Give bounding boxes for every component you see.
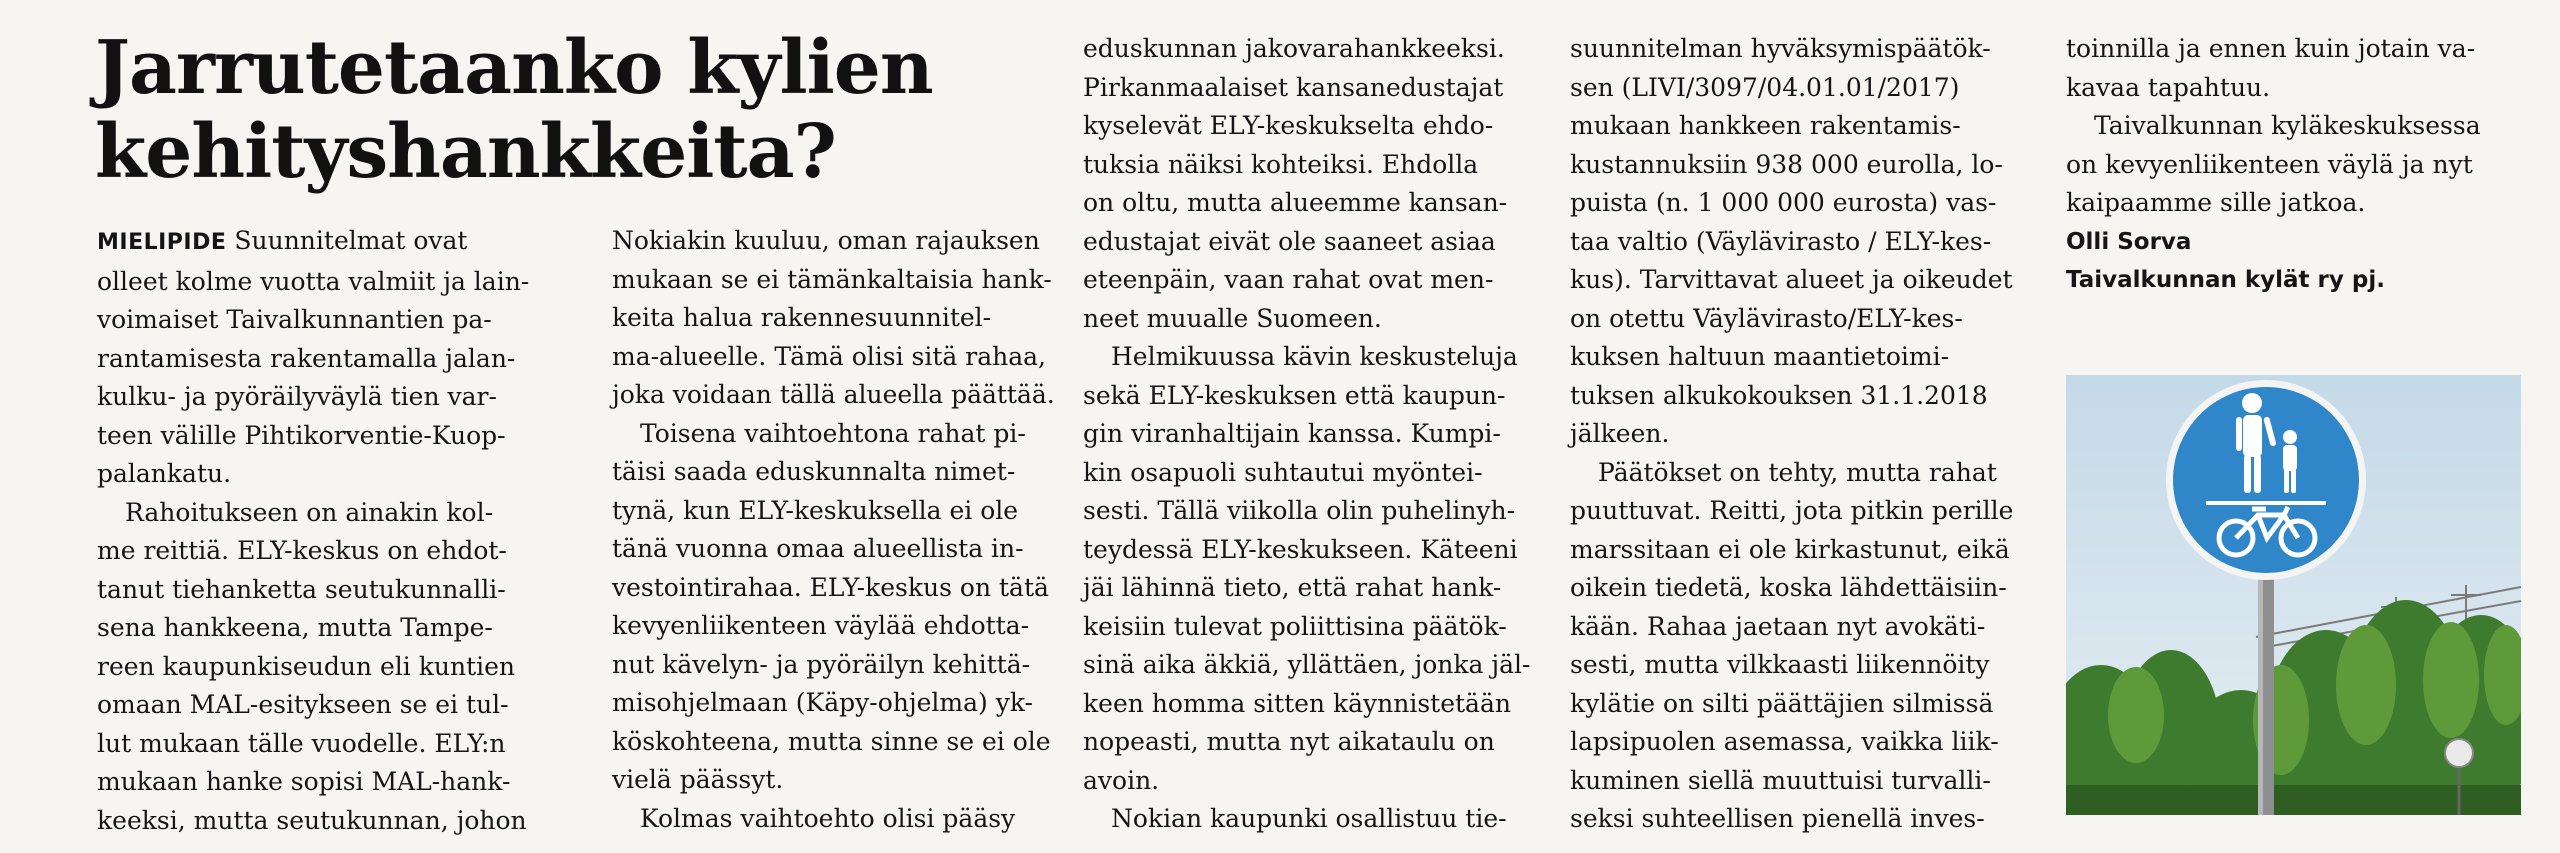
text-line: Nokian kaupunki osallistuu tie- bbox=[1111, 804, 1507, 833]
text-line: nut kävelyn- ja pyöräilyn kehittä- bbox=[612, 649, 1031, 679]
text-line: keita halua rakennesuunnitel- bbox=[612, 303, 992, 332]
text-line: puuttuvat. Reitti, jota pitkin perille bbox=[1570, 496, 2014, 525]
text-line: köskohteena, mutta sinne se ei ole bbox=[612, 726, 1051, 756]
text-line: lapsipuolen asemassa, vaikka liik- bbox=[1570, 727, 1999, 756]
text-line: Kolmas vaihtoehto olisi pääsy bbox=[640, 803, 1016, 833]
text-line: marssitaan ei ole kirkastunut, eikä bbox=[1570, 534, 2010, 564]
text-line: sekä ELY-keskuksen että kaupun- bbox=[1083, 380, 1506, 410]
text-line: tuksen alkukokouksen 31.1.2018 bbox=[1570, 380, 1988, 410]
text-line: sinä aika äkkiä, yllättäen, jonka jäl- bbox=[1083, 650, 1531, 679]
text-line: tuksia näiksi kohteiksi. Ehdolla bbox=[1083, 149, 1479, 179]
text-column-3 bbox=[1083, 30, 1531, 839]
text-line: taa valtio (Väylävirasto / ELY-kes- bbox=[1570, 226, 1992, 256]
text-line: avoin. bbox=[1083, 765, 1160, 795]
headline-line-2: kehityshankkeita? bbox=[95, 109, 836, 195]
text-line: palankatu. bbox=[97, 459, 232, 488]
text-line: kevyenliikenteen väylää ehdotta- bbox=[612, 611, 1030, 640]
text-line: kin osapuoli suhtautui myöntei- bbox=[1083, 457, 1483, 487]
text-line: keen homma sitten käynnistetään bbox=[1083, 688, 1511, 718]
text-line: on oltu, mutta alueemme kansan- bbox=[1083, 188, 1508, 217]
text-line: mukaan se ei tämänkaltaisia hank- bbox=[612, 264, 1052, 294]
text-line: MIELIPIDE Suunnitelmat ovat bbox=[97, 226, 468, 255]
text-line: täisi saada eduskunnalta nimet- bbox=[612, 457, 1016, 486]
kicker: MIELIPIDE bbox=[97, 230, 227, 255]
text-line: puista (n. 1 000 000 eurosta) vas- bbox=[1570, 188, 1997, 217]
text-line: reen kaupunkiseudun eli kuntien bbox=[97, 651, 515, 681]
text-line: me reittiä. ELY-keskus on ehdot- bbox=[97, 536, 507, 565]
text-line: vielä päässyt. bbox=[612, 765, 784, 794]
text-line: eduskunnan jakovarahankkeeksi. bbox=[1083, 34, 1505, 63]
text-line: suunnitelman hyväksymispäätök- bbox=[1570, 34, 1991, 63]
sign-photo bbox=[2066, 375, 2521, 815]
text-line: Päätökset on tehty, mutta rahat bbox=[1598, 457, 1997, 487]
text-line: teydessä ELY-keskukseen. Käteeni bbox=[1083, 534, 1518, 564]
text-line: oikein tiedetä, koska lähdettäisiin- bbox=[1570, 573, 2007, 602]
text-line: on kevyenliikenteen väylä ja nyt bbox=[2066, 149, 2473, 179]
text-line: Helmikuussa kävin keskusteluja bbox=[1111, 342, 1518, 371]
text-line: sena hankkeena, mutta Tampe- bbox=[97, 613, 493, 642]
text-column-4 bbox=[1570, 30, 2013, 839]
text-line: tanut tiehanketta seutukunnalli- bbox=[97, 574, 506, 604]
text-column-5 bbox=[2066, 30, 2481, 300]
text-line: Toisena vaihtoehtona rahat pi- bbox=[640, 418, 1026, 448]
text-line: kavaa tapahtuu. bbox=[2066, 72, 2271, 102]
text-line: Nokiakin kuuluu, oman rajauksen bbox=[612, 226, 1040, 255]
text-line: sesti, mutta vilkkaasti liikennöity bbox=[1570, 650, 1990, 679]
headline-line-1: Jarrutetaanko kylien bbox=[95, 25, 933, 111]
text-line: kustannuksiin 938 000 eurolla, lo- bbox=[1570, 149, 2003, 179]
text-line: mukaan hankkeen rakentamis- bbox=[1570, 111, 1961, 140]
text-line: toinnilla ja ennen kuin jotain va- bbox=[2066, 34, 2476, 63]
text-line: joka voidaan tällä alueella päättää. bbox=[612, 380, 1055, 409]
text-line: Pirkanmaalaiset kansanedustajat bbox=[1083, 72, 1504, 102]
text-line: neet muualle Suomeen. bbox=[1083, 303, 1382, 333]
text-line: Rahoitukseen on ainakin kol- bbox=[125, 497, 494, 527]
text-line: on otettu Väylävirasto/ELY-kes- bbox=[1570, 303, 1963, 333]
signature-name: Olli Sorva bbox=[2066, 228, 2192, 255]
pedestrian-bicycle-sign-icon bbox=[2066, 375, 2521, 815]
text-line: edustajat eivät ole saaneet asiaa bbox=[1083, 226, 1496, 256]
text-line: kus). Tarvittavat alueet ja oikeudet bbox=[1570, 265, 2013, 294]
text-line: rantamisesta rakentamalla jalan- bbox=[97, 343, 516, 373]
text-line: tänä vuonna omaa alueellista in- bbox=[612, 534, 1024, 563]
text-line: eteenpäin, vaan rahat ovat men- bbox=[1083, 265, 1494, 294]
text-line: sesti. Tällä viikolla olin puhelinyh- bbox=[1083, 496, 1516, 525]
text-line: nopeasti, mutta nyt aikataulu on bbox=[1083, 727, 1495, 756]
text-line: kyselevät ELY-keskukselta ehdo- bbox=[1083, 111, 1494, 140]
text-column-1 bbox=[97, 222, 529, 840]
text-line: kään. Rahaa jaetaan nyt avokäti- bbox=[1570, 611, 1986, 641]
text-line: omaan MAL-esitykseen se ei tul- bbox=[97, 690, 509, 719]
text-line: keeksi, mutta seutukunnan, johon bbox=[97, 805, 527, 835]
text-line: misohjelmaan (Käpy-ohjelma) yk- bbox=[612, 688, 1033, 717]
text-line: olleet kolme vuotta valmiit ja lain- bbox=[97, 266, 530, 296]
text-line: jälkeen. bbox=[1570, 419, 1670, 448]
text-line: kuminen siellä muuttuisi turvalli- bbox=[1570, 765, 1991, 795]
text-line: gin viranhaltijain kanssa. Kumpi- bbox=[1083, 419, 1501, 448]
headline bbox=[95, 25, 933, 195]
text-line: vestointirahaa. ELY-keskus on tätä bbox=[612, 572, 1049, 602]
text-line: kylätie on silti päättäjien silmissä bbox=[1570, 688, 1994, 718]
text-line: kaipaamme sille jatkoa. bbox=[2066, 188, 2366, 217]
text-line: kuksen haltuun maantietoimi- bbox=[1570, 342, 1950, 371]
text-line: lut mukaan tälle vuodelle. ELY:n bbox=[97, 728, 506, 758]
text-line: mukaan hanke sopisi MAL-hank- bbox=[97, 767, 511, 796]
text-line: kulku- ja pyöräilyväylä tien var- bbox=[97, 382, 497, 411]
text-line: ma-alueelle. Tämä olisi sitä rahaa, bbox=[612, 341, 1046, 371]
text-line: voimaiset Taivalkunnantien pa- bbox=[97, 305, 492, 334]
text-line: tynä, kun ELY-keskuksella ei ole bbox=[612, 495, 1019, 525]
text-line: teen välille Pihtikorventie-Kuop- bbox=[97, 420, 506, 450]
text-line: keisiin tulevat poliittisina päätök- bbox=[1083, 611, 1507, 641]
text-column-2 bbox=[612, 222, 1055, 838]
text-line: Taivalkunnan kyläkeskuksessa bbox=[2094, 111, 2481, 140]
signature-title: Taivalkunnan kylät ry pj. bbox=[2066, 267, 2385, 293]
text-line: sen (LIVI/3097/04.01.01/2017) bbox=[1570, 72, 1960, 102]
text-line: jäi lähinnä tieto, että rahat hank- bbox=[1083, 573, 1502, 602]
text-line: seksi suhteellisen pienellä inves- bbox=[1570, 804, 1985, 833]
